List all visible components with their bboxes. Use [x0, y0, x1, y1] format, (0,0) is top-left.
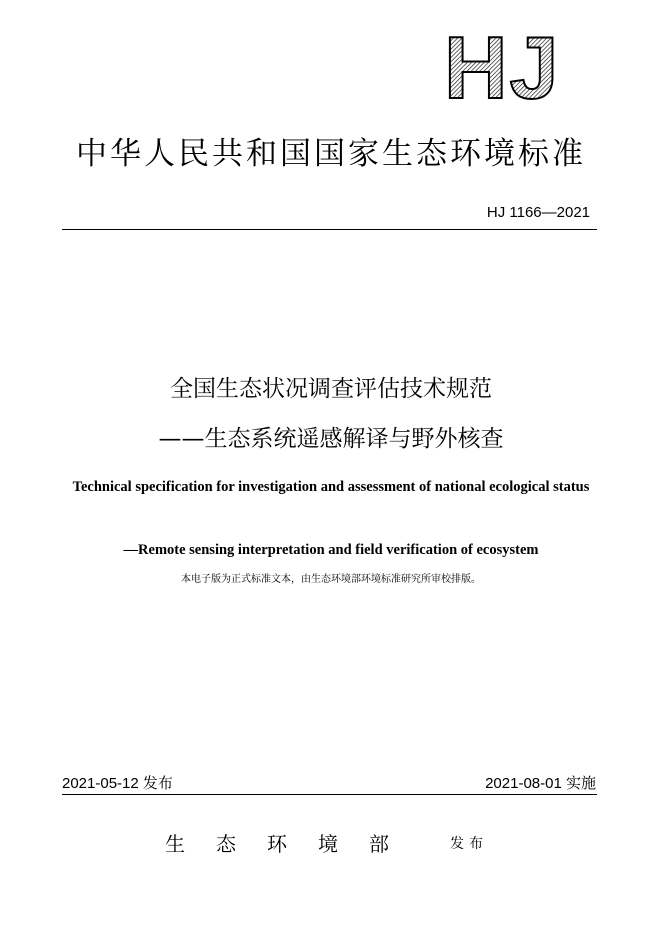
issue-date: 2021-05-12 发布	[62, 775, 173, 792]
header-divider	[62, 229, 597, 230]
title-zh-main: 全国生态状况调查评估技术规范	[170, 376, 492, 402]
publish-label: 发布	[450, 836, 488, 852]
footer-divider	[62, 794, 597, 795]
organization-heading: 中华人民共和国国家生态环境标准	[76, 136, 586, 172]
title-zh-sub: ——生态系统遥感解译与野外核查	[158, 426, 504, 452]
implementation-date: 2021-08-01 实施	[485, 775, 596, 792]
standard-code: HJ 1166—2021	[486, 204, 590, 221]
hj-logo-text: HJ	[444, 30, 561, 104]
hj-logo	[444, 30, 580, 104]
edition-note: 本电子版为正式标准文本，由生态环境部环境标准研究所审校排版。	[181, 574, 481, 585]
title-en-sub: —Remote sensing interpretation and field verification of ecosystem	[123, 542, 539, 558]
publisher-name: 生态环境部	[165, 832, 420, 856]
title-en-main: Technical specification for investigation and assessment of national ecological status	[72, 479, 590, 495]
